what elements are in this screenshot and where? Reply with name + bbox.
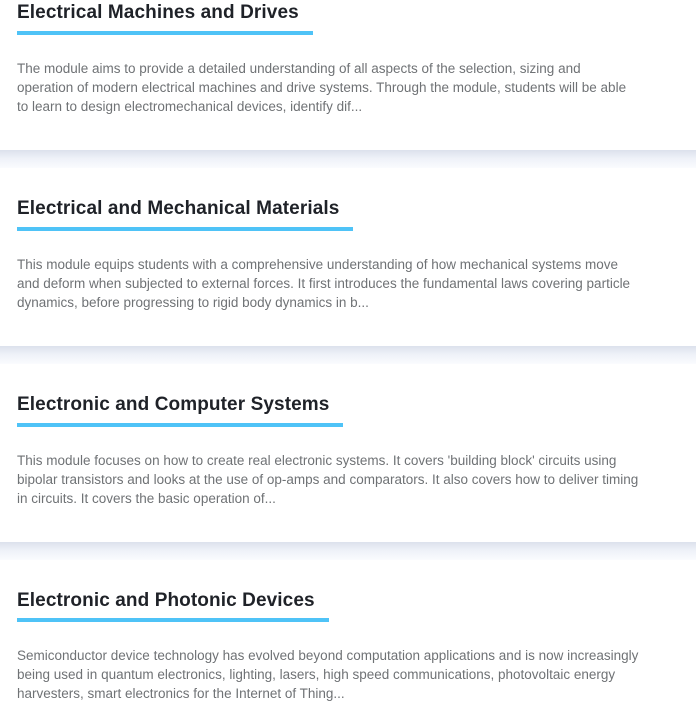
module-title: Electronic and Photonic Devices [17,590,329,623]
card-separator [0,150,696,168]
module-card-electronic-and-computer-systems[interactable] [0,364,696,542]
card-separator [0,346,696,364]
module-title: Electronic and Computer Systems [17,394,343,427]
module-card-electronic-and-photonic-devices[interactable] [0,560,696,713]
module-description: This module equips students with a comprehensive understanding of how mechanical systems move and deform when subjected to external forces. It first introduces the fundamental laws covering particle dynamics, before progressing to rigid body dynamics in b... [17,256,631,310]
module-description: This module focuses on how to create real electronic systems. It covers 'building block' circuits using bipolar transistors and looks at the use of op-amps and comparators. It also covers how to deliver timing in circuits. It covers the basic operation of... [17,452,639,506]
module-card-electrical-and-mechanical-materials[interactable] [0,168,696,346]
card-separator [0,542,696,560]
module-title: Electrical and Mechanical Materials [17,198,353,231]
module-title: Electrical Machines and Drives [17,2,313,35]
module-description: The module aims to provide a detailed understanding of all aspects of the selection, sizing and operation of modern electrical machines and drive systems. Through the module, students will be able to learn to design electromechanical devices, identify dif... [17,60,627,114]
module-card-electrical-machines-and-drives[interactable] [0,0,696,150]
module-description: Semiconductor device technology has evolved beyond computation applications and is now increasingly being used in quantum electronics, lighting, lasers, high speed communications, photovoltaic energy harvesters, smart electronics for the Internet of Thing... [17,648,639,702]
